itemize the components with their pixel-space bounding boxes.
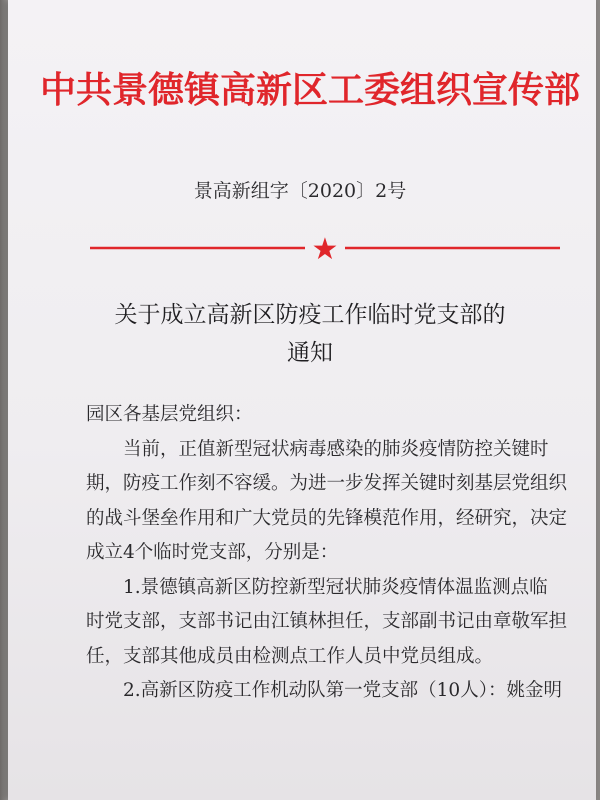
notice-body bbox=[86, 398, 576, 709]
salutation: 园区各基层党组织： bbox=[86, 404, 253, 425]
notice-title-line-2: 通知 bbox=[287, 340, 333, 366]
paragraph-line: 2.高新区防疫工作机动队第一党支部（10人）：姚金明 bbox=[123, 680, 562, 701]
red-divider-with-star bbox=[90, 230, 560, 270]
issuing-organization-header: 中共景德镇高新区工委组织宣传部 bbox=[39, 69, 580, 111]
paragraph-line: 成立4个临时党支部，分别是： bbox=[86, 542, 339, 563]
list-item-1 bbox=[86, 571, 576, 675]
list-item-2 bbox=[86, 674, 576, 709]
paragraph-intro bbox=[86, 433, 576, 571]
paragraph-line: 任，支部其他成员由检测点工作人员中党员组成。 bbox=[86, 645, 494, 667]
page-fold-shadow bbox=[0, 0, 8, 800]
paragraph-line: 期，防疫工作刻不容缓。为进一步发挥关键时刻基层党组织 bbox=[86, 473, 568, 494]
star-icon: ★ bbox=[311, 232, 339, 267]
paragraph-line: 当前，正值新型冠状病毒感染的肺炎疫情防控关键时 bbox=[123, 438, 549, 460]
paragraph-line: 的战斗堡垒作用和广大党员的先锋模范作用，经研究，决定 bbox=[86, 507, 568, 529]
paragraph-line: 时党支部，支部书记由江镇林担任，支部副书记由章敬军担 bbox=[86, 611, 568, 632]
paragraph-line: 1.景德镇高新区防控新型冠状肺炎疫情体温监测点临 bbox=[123, 576, 548, 598]
notice-title-line-1: 关于成立高新区防疫工作临时党支部的 bbox=[114, 302, 506, 328]
notice-title bbox=[60, 296, 560, 372]
document-number: 景高新组字〔2020〕2号 bbox=[193, 180, 407, 202]
